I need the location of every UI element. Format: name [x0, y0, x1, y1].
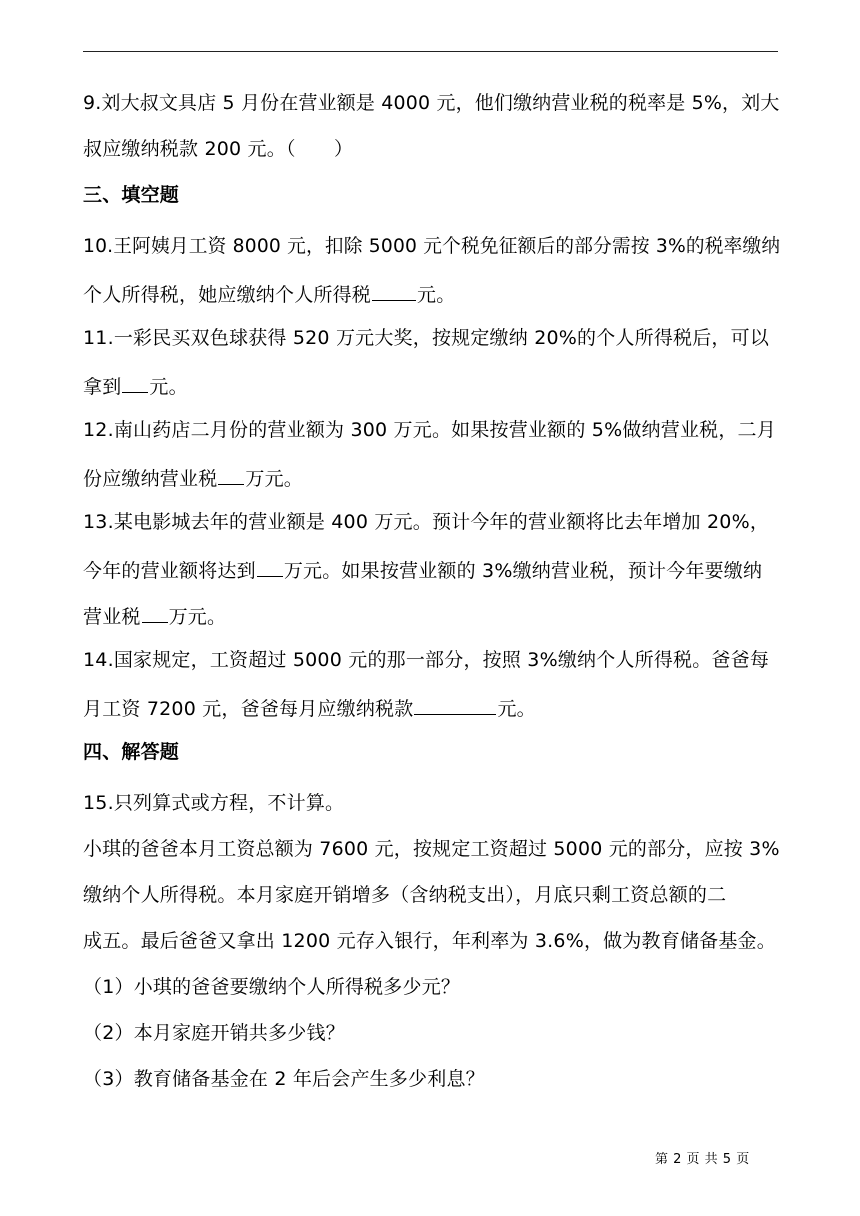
q14-line-1: 14.国家规定，工资超过 5000 元的那一部分，按照 3%缴纳个人所得税。爸爸每	[83, 649, 770, 671]
q11-answer-blank[interactable]	[122, 372, 148, 393]
q12-text-after-blank: 万元。	[245, 468, 304, 490]
q13-text-after-blank-1: 万元。如果按营业额的 3%缴纳营业税，预计今年要缴纳	[283, 560, 763, 582]
q12-line-2	[83, 464, 303, 491]
q15-intro: 15.只列算式或方程，不计算。	[83, 792, 345, 814]
q9-line-1: 9.刘大叔文具店 5 月份在营业额是 4000 元，他们缴纳营业税的税率是 5%，刘大	[83, 92, 780, 114]
q13-text-after-blank-2: 万元。	[168, 606, 227, 628]
q11-line-2	[83, 372, 188, 399]
q10-line-1: 10.王阿姨月工资 8000 元，扣除 5000 元个税免征额后的部分需按 3%的税率缴纳	[83, 235, 781, 257]
q9-line-2: 叔应缴纳税款 200 元。（ ）	[83, 138, 354, 160]
q11-text-before-blank: 拿到	[83, 376, 122, 398]
q13-line-2	[83, 556, 762, 583]
q12-line-1: 12.南山药店二月份的营业额为 300 万元。如果按营业额的 5%做纳营业税，二月	[83, 419, 776, 441]
q10-text-before-blank: 个人所得税，她应缴纳个人所得税	[83, 284, 372, 306]
q14-line-2	[83, 694, 536, 721]
q15-line-3: 成五。最后爸爸又拿出 1200 元存入银行，年利率为 3.6%，做为教育储备基金。	[83, 930, 776, 952]
q13-line-3	[83, 602, 226, 629]
q13-answer-blank-2[interactable]	[142, 602, 168, 623]
page-number-footer: 第 2 页 共 5 页	[655, 1152, 750, 1167]
q13-answer-blank-1[interactable]	[257, 556, 283, 577]
q13-line-1: 13.某电影城去年的营业额是 400 万元。预计今年的营业额将比去年增加 20%，	[83, 511, 770, 533]
q11-line-1: 11.一彩民买双色球获得 520 万元大奖，按规定缴纳 20%的个人所得税后，可以	[83, 327, 770, 349]
q10-line-2	[83, 280, 455, 307]
q15-line-1: 小琪的爸爸本月工资总额为 7600 元，按规定工资超过 5000 元的部分，应按 3%	[83, 838, 780, 860]
q15-line-2: 缴纳个人所得税。本月家庭开销增多（含纳税支出），月底只剩工资总额的二	[83, 884, 727, 906]
header-rule	[83, 51, 778, 52]
section-3-title: 三、填空题	[83, 184, 180, 206]
q14-answer-blank[interactable]	[414, 694, 496, 715]
section-4-title: 四、解答题	[83, 741, 180, 763]
q12-text-before-blank: 份应缴纳营业税	[83, 468, 218, 490]
q15-subquestion-1: （1）小琪的爸爸要缴纳个人所得税多少元？	[83, 976, 461, 998]
q15-subquestion-3: （3）教育储备基金在 2 年后会产生多少利息？	[83, 1068, 485, 1090]
q14-text-before-blank: 月工资 7200 元，爸爸每月应缴纳税款	[83, 698, 414, 720]
q10-text-after-blank: 元。	[417, 284, 456, 306]
q10-answer-blank[interactable]	[372, 280, 416, 301]
q13-text-before-blank-2: 营业税	[83, 606, 141, 628]
q12-answer-blank[interactable]	[218, 464, 244, 485]
q13-text-before-blank-1: 今年的营业额将达到	[83, 560, 256, 582]
q14-text-after-blank: 元。	[497, 698, 536, 720]
q11-text-after-blank: 元。	[149, 376, 188, 398]
q15-subquestion-2: （2）本月家庭开销共多少钱？	[83, 1022, 345, 1044]
